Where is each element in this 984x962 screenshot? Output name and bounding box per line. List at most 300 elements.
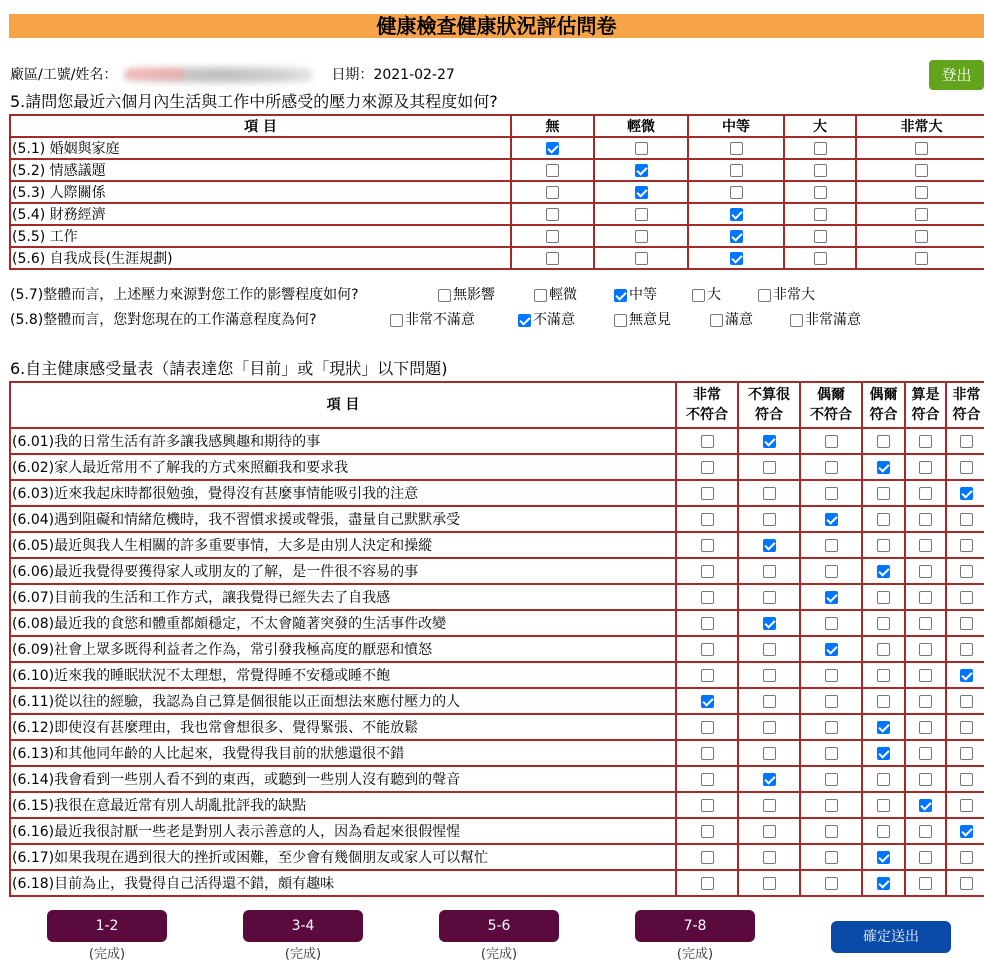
header-line: 非常 — [693, 387, 721, 403]
checkbox-cell — [946, 844, 984, 870]
table-row — [10, 181, 984, 203]
row-label: (6.15)我很在意最近常有別人胡亂批評我的缺點 — [10, 792, 676, 818]
checkbox-cell — [905, 870, 946, 896]
checkbox[interactable] — [825, 825, 838, 838]
checkbox[interactable] — [814, 252, 827, 265]
checkbox[interactable] — [635, 208, 648, 221]
table-row — [10, 159, 984, 181]
checkbox[interactable] — [915, 230, 928, 243]
checkbox[interactable] — [877, 669, 890, 682]
table-row — [10, 225, 984, 247]
checkbox-cell — [676, 766, 738, 792]
checkbox[interactable] — [960, 539, 973, 552]
option-label: 滿意 — [725, 312, 753, 328]
checkbox[interactable] — [825, 487, 838, 500]
checkbox-cell — [946, 506, 984, 532]
checkbox-cell — [511, 203, 594, 225]
checkbox-cell — [946, 584, 984, 610]
q57-label: (5.7)整體而言，上述壓力來源對您工作的影響程度如何? — [10, 287, 359, 303]
option[interactable] — [438, 284, 495, 306]
row-label: (5.3) 人際關係 — [10, 181, 511, 203]
checkbox-cell — [676, 844, 738, 870]
checkbox[interactable] — [919, 539, 932, 552]
checkbox-cell — [905, 558, 946, 584]
q5-header-item: 項 目 — [10, 115, 511, 137]
date-label: 日期： — [331, 67, 374, 83]
checkbox[interactable] — [763, 643, 776, 656]
checkbox-cell — [862, 662, 905, 688]
checkbox[interactable] — [960, 825, 973, 838]
checkbox-cell — [800, 870, 862, 896]
checkbox[interactable] — [635, 142, 648, 155]
checkbox[interactable] — [825, 643, 838, 656]
checkbox-cell — [800, 792, 862, 818]
checkbox[interactable] — [614, 289, 627, 302]
checkbox[interactable] — [763, 799, 776, 812]
checkbox[interactable] — [763, 617, 776, 630]
checkbox[interactable] — [825, 617, 838, 630]
checkbox[interactable] — [915, 186, 928, 199]
checkbox[interactable] — [438, 289, 451, 302]
header-line: 不符合 — [686, 407, 728, 423]
checkbox[interactable] — [960, 695, 973, 708]
row-label: (6.09)社會上眾多既得利益者之作為，常引發我極高度的厭惡和憤怒 — [10, 636, 676, 662]
section-button[interactable]: 1-2 — [47, 910, 167, 942]
checkbox-cell — [856, 225, 984, 247]
checkbox[interactable] — [701, 721, 714, 734]
checkbox[interactable] — [825, 747, 838, 760]
checkbox-cell — [905, 428, 946, 454]
checkbox-cell — [862, 480, 905, 506]
checkbox[interactable] — [919, 747, 932, 760]
checkbox[interactable] — [701, 695, 714, 708]
option[interactable] — [710, 309, 753, 331]
section-button[interactable]: 7-8 — [635, 910, 755, 942]
checkbox-cell — [862, 454, 905, 480]
option[interactable] — [758, 284, 815, 306]
checkbox-cell — [800, 506, 862, 532]
table-row — [10, 818, 984, 844]
checkbox-cell — [688, 181, 784, 203]
checkbox-cell — [946, 480, 984, 506]
checkbox[interactable] — [825, 695, 838, 708]
checkbox[interactable] — [919, 851, 932, 864]
checkbox[interactable] — [877, 617, 890, 630]
option-label: 中等 — [629, 287, 657, 303]
checkbox[interactable] — [877, 643, 890, 656]
checkbox-cell — [738, 454, 800, 480]
checkbox-cell — [688, 247, 784, 269]
checkbox-cell — [594, 247, 688, 269]
checkbox[interactable] — [701, 565, 714, 578]
checkbox[interactable] — [701, 825, 714, 838]
checkbox[interactable] — [919, 487, 932, 500]
checkbox[interactable] — [960, 513, 973, 526]
checkbox-cell — [862, 428, 905, 454]
checkbox[interactable] — [692, 289, 705, 302]
checkbox[interactable] — [877, 487, 890, 500]
table-row — [10, 137, 984, 159]
checkbox[interactable] — [960, 877, 973, 890]
checkbox[interactable] — [730, 208, 743, 221]
checkbox[interactable] — [763, 695, 776, 708]
section-button[interactable]: 5-6 — [439, 910, 559, 942]
logout-button[interactable]: 登出 — [929, 60, 984, 90]
checkbox[interactable] — [701, 643, 714, 656]
row-label: (6.05)最近與我人生相關的許多重要事情，大多是由別人決定和操縱 — [10, 532, 676, 558]
option-label: 不滿意 — [533, 312, 575, 328]
checkbox-cell — [905, 584, 946, 610]
checkbox-cell — [738, 532, 800, 558]
q6-header-col — [905, 382, 946, 428]
redacted-name — [123, 66, 313, 84]
checkbox[interactable] — [763, 435, 776, 448]
option[interactable] — [614, 284, 657, 306]
checkbox[interactable] — [919, 565, 932, 578]
checkbox-cell — [738, 870, 800, 896]
checkbox-cell — [676, 792, 738, 818]
section-button[interactable]: 3-4 — [243, 910, 363, 942]
checkbox[interactable] — [814, 164, 827, 177]
option[interactable] — [614, 309, 671, 331]
checkbox[interactable] — [877, 747, 890, 760]
checkbox-cell — [738, 844, 800, 870]
checkbox[interactable] — [877, 539, 890, 552]
checkbox[interactable] — [635, 186, 648, 199]
checkbox[interactable] — [915, 164, 928, 177]
checkbox-cell — [905, 740, 946, 766]
checkbox[interactable] — [730, 230, 743, 243]
checkbox[interactable] — [877, 435, 890, 448]
checkbox-cell — [738, 766, 800, 792]
checkbox[interactable] — [825, 461, 838, 474]
q6-header-col — [800, 382, 862, 428]
checkbox[interactable] — [825, 539, 838, 552]
checkbox[interactable] — [701, 877, 714, 890]
checkbox-cell — [738, 740, 800, 766]
checkbox[interactable] — [635, 164, 648, 177]
submit-button[interactable]: 確定送出 — [831, 921, 951, 953]
checkbox[interactable] — [701, 539, 714, 552]
checkbox[interactable] — [877, 461, 890, 474]
row-label: (5.5) 工作 — [10, 225, 511, 247]
checkbox[interactable] — [825, 799, 838, 812]
checkbox[interactable] — [758, 289, 771, 302]
row-label: (5.6) 自我成長(生涯規劃) — [10, 247, 511, 269]
checkbox[interactable] — [915, 252, 928, 265]
checkbox[interactable] — [877, 513, 890, 526]
checkbox-cell — [946, 818, 984, 844]
row-label: (6.11)從以往的經驗，我認為自己算是個很能以正面想法來應付壓力的人 — [10, 688, 676, 714]
checkbox[interactable] — [919, 721, 932, 734]
header-line: 不算很 — [748, 387, 790, 403]
option-label: 無意見 — [629, 312, 671, 328]
checkbox-cell — [905, 818, 946, 844]
checkbox-cell — [688, 225, 784, 247]
option[interactable] — [390, 309, 475, 331]
checkbox-cell — [676, 428, 738, 454]
table-row — [10, 532, 984, 558]
checkbox[interactable] — [701, 773, 714, 786]
checkbox[interactable] — [614, 314, 627, 327]
section-status: (完成) — [88, 947, 126, 962]
checkbox[interactable] — [763, 721, 776, 734]
checkbox[interactable] — [763, 773, 776, 786]
checkbox-cell — [905, 766, 946, 792]
table-row — [10, 480, 984, 506]
checkbox-cell — [688, 137, 784, 159]
checkbox[interactable] — [919, 617, 932, 630]
checkbox-cell — [905, 480, 946, 506]
checkbox[interactable] — [960, 799, 973, 812]
checkbox[interactable] — [730, 186, 743, 199]
checkbox[interactable] — [701, 513, 714, 526]
checkbox-cell — [946, 636, 984, 662]
checkbox-cell — [946, 740, 984, 766]
checkbox[interactable] — [825, 773, 838, 786]
checkbox[interactable] — [546, 164, 559, 177]
checkbox[interactable] — [825, 591, 838, 604]
checkbox[interactable] — [546, 230, 559, 243]
checkbox[interactable] — [763, 513, 776, 526]
checkbox[interactable] — [960, 747, 973, 760]
checkbox[interactable] — [546, 208, 559, 221]
checkbox[interactable] — [960, 617, 973, 630]
table-row — [10, 844, 984, 870]
section-status: (完成) — [676, 947, 714, 962]
checkbox[interactable] — [790, 314, 803, 327]
checkbox[interactable] — [763, 877, 776, 890]
checkbox[interactable] — [701, 435, 714, 448]
checkbox-cell — [800, 818, 862, 844]
checkbox[interactable] — [701, 851, 714, 864]
q5-header-col: 輕微 — [594, 115, 688, 137]
checkbox[interactable] — [960, 643, 973, 656]
checkbox[interactable] — [960, 851, 973, 864]
checkbox[interactable] — [635, 252, 648, 265]
checkbox[interactable] — [763, 539, 776, 552]
checkbox-cell — [905, 688, 946, 714]
checkbox-cell — [738, 428, 800, 454]
checkbox[interactable] — [960, 669, 973, 682]
checkbox[interactable] — [814, 208, 827, 221]
table-row — [10, 584, 984, 610]
checkbox[interactable] — [825, 721, 838, 734]
person-label: 廠區/工號/姓名： — [10, 67, 118, 83]
checkbox[interactable] — [763, 825, 776, 838]
checkbox-cell — [784, 159, 856, 181]
table-row — [10, 247, 984, 269]
option[interactable] — [790, 309, 861, 331]
checkbox[interactable] — [825, 513, 838, 526]
checkbox[interactable] — [763, 591, 776, 604]
checkbox-cell — [738, 688, 800, 714]
q6-header-col — [676, 382, 738, 428]
checkbox-cell — [905, 662, 946, 688]
q6-header-col — [946, 382, 984, 428]
row-label: (5.1) 婚姻與家庭 — [10, 137, 511, 159]
checkbox-cell — [738, 792, 800, 818]
checkbox-cell — [905, 844, 946, 870]
section-status: (完成) — [284, 947, 322, 962]
checkbox[interactable] — [546, 186, 559, 199]
checkbox[interactable] — [701, 669, 714, 682]
checkbox[interactable] — [546, 252, 559, 265]
checkbox[interactable] — [635, 230, 648, 243]
option[interactable] — [692, 284, 721, 306]
q5-table — [9, 114, 984, 270]
checkbox[interactable] — [390, 314, 403, 327]
checkbox-cell — [946, 610, 984, 636]
q6-header-col — [738, 382, 800, 428]
checkbox[interactable] — [915, 142, 928, 155]
checkbox-cell — [862, 610, 905, 636]
table-row — [10, 688, 984, 714]
q5-header-col: 非常大 — [856, 115, 984, 137]
checkbox-cell — [905, 714, 946, 740]
checkbox[interactable] — [919, 591, 932, 604]
checkbox-cell — [905, 636, 946, 662]
checkbox[interactable] — [877, 591, 890, 604]
checkbox[interactable] — [701, 487, 714, 500]
checkbox[interactable] — [701, 747, 714, 760]
checkbox-cell — [676, 870, 738, 896]
checkbox-cell — [738, 506, 800, 532]
table-row — [10, 203, 984, 225]
checkbox-cell — [738, 584, 800, 610]
checkbox[interactable] — [534, 289, 547, 302]
option-label: 非常滿意 — [805, 312, 861, 328]
checkbox-cell — [784, 137, 856, 159]
checkbox[interactable] — [825, 851, 838, 864]
checkbox[interactable] — [919, 773, 932, 786]
checkbox[interactable] — [960, 773, 973, 786]
checkbox-cell — [676, 688, 738, 714]
checkbox[interactable] — [701, 799, 714, 812]
q6-header-col — [862, 382, 905, 428]
checkbox[interactable] — [877, 721, 890, 734]
row-label: (6.16)最近我很討厭一些老是對別人表示善意的人，因為看起來很假惺惺 — [10, 818, 676, 844]
checkbox[interactable] — [877, 851, 890, 864]
checkbox-cell — [594, 203, 688, 225]
checkbox[interactable] — [919, 643, 932, 656]
checkbox[interactable] — [814, 230, 827, 243]
row-label: (6.17)如果我現在遇到很大的挫折或困難，至少會有幾個朋友或家人可以幫忙 — [10, 844, 676, 870]
checkbox[interactable] — [960, 721, 973, 734]
checkbox-cell — [862, 584, 905, 610]
row-label: (6.12)即使沒有甚麼理由，我也常會想很多、覺得緊張、不能放鬆 — [10, 714, 676, 740]
table-row — [10, 428, 984, 454]
checkbox[interactable] — [919, 825, 932, 838]
checkbox[interactable] — [877, 773, 890, 786]
checkbox-cell — [676, 480, 738, 506]
checkbox-cell — [594, 181, 688, 203]
checkbox[interactable] — [960, 565, 973, 578]
checkbox[interactable] — [701, 461, 714, 474]
checkbox[interactable] — [877, 695, 890, 708]
checkbox[interactable] — [960, 461, 973, 474]
checkbox-cell — [800, 714, 862, 740]
checkbox[interactable] — [546, 142, 559, 155]
row-label: (6.10)近來我的睡眠狀況不太理想，常覺得睡不安穩或睡不飽 — [10, 662, 676, 688]
checkbox-cell — [800, 766, 862, 792]
option[interactable] — [534, 284, 577, 306]
checkbox-cell — [862, 506, 905, 532]
checkbox[interactable] — [518, 314, 531, 327]
option-label: 輕微 — [549, 287, 577, 303]
q58-row — [10, 309, 861, 331]
checkbox[interactable] — [814, 186, 827, 199]
checkbox[interactable] — [763, 851, 776, 864]
checkbox[interactable] — [763, 747, 776, 760]
checkbox[interactable] — [960, 435, 973, 448]
checkbox-cell — [862, 532, 905, 558]
checkbox[interactable] — [919, 799, 932, 812]
checkbox[interactable] — [730, 252, 743, 265]
checkbox[interactable] — [730, 142, 743, 155]
option-label: 非常不滿意 — [405, 312, 475, 328]
checkbox-cell — [856, 203, 984, 225]
option[interactable] — [518, 309, 575, 331]
checkbox-cell — [800, 610, 862, 636]
row-label: (6.07)目前我的生活和工作方式，讓我覺得已經失去了自我感 — [10, 584, 676, 610]
header-line: 非常 — [952, 387, 981, 403]
checkbox[interactable] — [960, 591, 973, 604]
checkbox[interactable] — [763, 487, 776, 500]
checkbox-cell — [676, 584, 738, 610]
checkbox[interactable] — [825, 877, 838, 890]
checkbox[interactable] — [919, 669, 932, 682]
checkbox[interactable] — [701, 591, 714, 604]
checkbox-cell — [688, 203, 784, 225]
checkbox[interactable] — [877, 565, 890, 578]
checkbox[interactable] — [701, 617, 714, 630]
checkbox-cell — [946, 688, 984, 714]
checkbox-cell — [511, 247, 594, 269]
checkbox[interactable] — [919, 877, 932, 890]
q6-title: 6.自主健康感受量表（請表達您「目前」或「現狀」以下問題) — [10, 359, 448, 378]
checkbox[interactable] — [915, 208, 928, 221]
checkbox[interactable] — [825, 565, 838, 578]
checkbox[interactable] — [960, 487, 973, 500]
header-line: 符合 — [911, 407, 940, 423]
checkbox-cell — [946, 532, 984, 558]
option-label: 無影響 — [453, 287, 495, 303]
checkbox[interactable] — [730, 164, 743, 177]
checkbox[interactable] — [919, 461, 932, 474]
checkbox[interactable] — [710, 314, 723, 327]
checkbox-cell — [800, 844, 862, 870]
checkbox[interactable] — [825, 435, 838, 448]
checkbox[interactable] — [814, 142, 827, 155]
checkbox[interactable] — [919, 513, 932, 526]
checkbox[interactable] — [763, 461, 776, 474]
checkbox[interactable] — [877, 799, 890, 812]
header-line: 偶爾 — [869, 387, 898, 403]
row-label: (6.06)最近我覺得要獲得家人或朋友的了解，是一件很不容易的事 — [10, 558, 676, 584]
checkbox[interactable] — [919, 435, 932, 448]
checkbox-cell — [800, 662, 862, 688]
table-row — [10, 558, 984, 584]
checkbox[interactable] — [763, 669, 776, 682]
checkbox[interactable] — [877, 825, 890, 838]
checkbox[interactable] — [919, 695, 932, 708]
checkbox[interactable] — [763, 565, 776, 578]
checkbox-cell — [946, 870, 984, 896]
checkbox[interactable] — [825, 669, 838, 682]
checkbox[interactable] — [877, 877, 890, 890]
checkbox-cell — [800, 428, 862, 454]
